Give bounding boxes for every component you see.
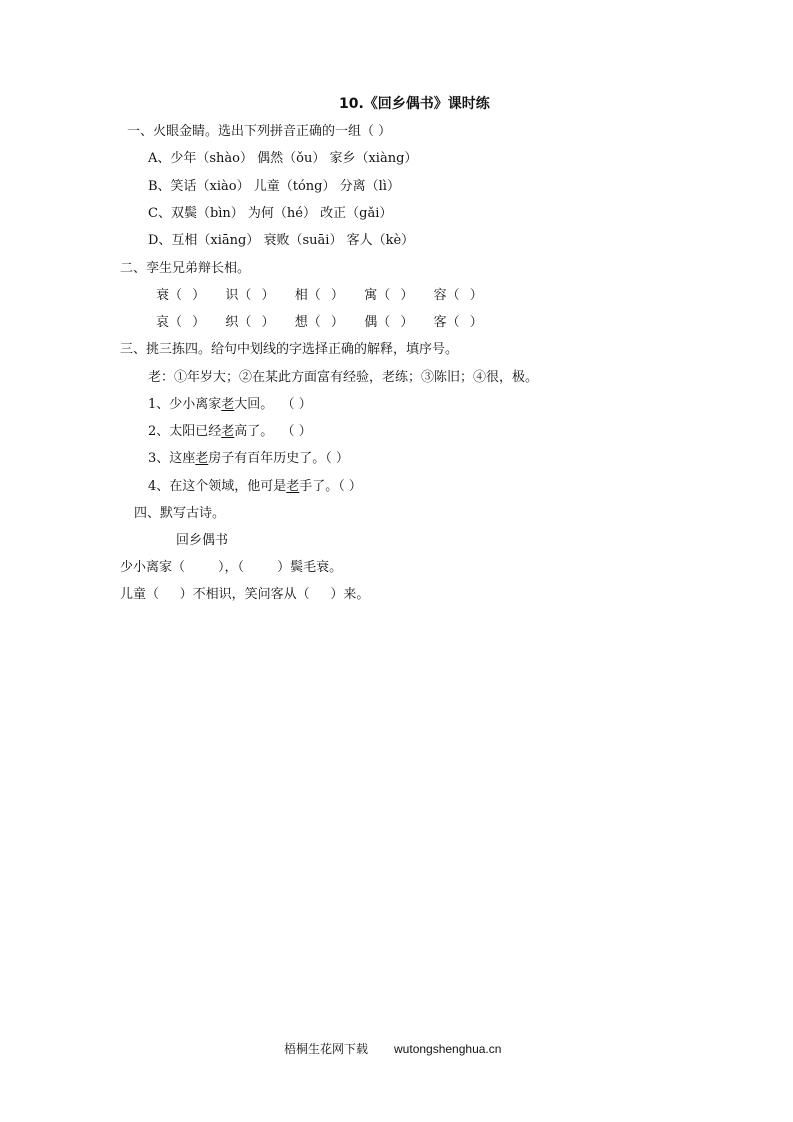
q3-item-4 bbox=[148, 479, 362, 495]
q1-option-a: A、少年（shào） 偶然（ǒu） 家乡（xiàng） bbox=[148, 151, 418, 166]
underlined-char: 老 bbox=[286, 479, 300, 494]
item-text: 房子有百年历史了。（ ） bbox=[208, 451, 349, 466]
underlined-char: 老 bbox=[221, 397, 235, 412]
underlined-char: 老 bbox=[195, 451, 209, 466]
q1-option-b: B、笑话（xiào） 儿童（tóng） 分离（lì） bbox=[148, 179, 400, 194]
item-text: 2、太阳已经 bbox=[148, 424, 222, 439]
q3-heading: 三、挑三拣四。给句中划线的字选择正确的解释，填序号。 bbox=[120, 342, 459, 357]
item-text: 1、少小离家 bbox=[148, 397, 222, 412]
item-text: 3、这座 bbox=[148, 451, 196, 466]
item-text: 高了。 （ ） bbox=[234, 424, 312, 439]
q3-item-2 bbox=[148, 424, 312, 440]
poem-title: 回乡偶书 bbox=[176, 533, 229, 548]
q4-heading: 四、默写古诗。 bbox=[134, 506, 226, 521]
q1-heading: 一、火眼金睛。选出下列拼音正确的一组（ ） bbox=[127, 124, 392, 139]
underlined-char: 老 bbox=[221, 424, 235, 439]
item-text: 手了。（ ） bbox=[299, 479, 362, 494]
item-text: 4、在这个领域，他可是 bbox=[148, 479, 287, 494]
footer bbox=[284, 1041, 501, 1057]
q3-item-1 bbox=[148, 397, 312, 413]
poem-line-1: 少小离家（ ），（ ）鬓毛衰。 bbox=[120, 560, 343, 575]
q3-item-3 bbox=[148, 451, 349, 467]
poem-line-2: 儿童（ ）不相识，笑问客从（ ）来。 bbox=[120, 587, 370, 602]
q2-row2: 哀（ ） 织（ ） 想（ ） 偶（ ） 客（ ） bbox=[156, 315, 483, 330]
q3-definitions: 老：①年岁大；②在某此方面富有经验，老练；③陈旧；④很，极。 bbox=[148, 370, 539, 385]
item-text: 大回。 （ ） bbox=[234, 397, 312, 412]
footer-site-name: 梧桐生花网下载 bbox=[284, 1042, 369, 1056]
page-title: 10.《回乡偶书》课时练 bbox=[339, 96, 490, 112]
q1-option-d: D、互相（xiāng） 衰败（suāi） 客人（kè） bbox=[148, 233, 415, 248]
footer-url: wutongshenghua.cn bbox=[394, 1042, 502, 1056]
q2-heading: 二、孪生兄弟辩长相。 bbox=[120, 261, 251, 276]
q1-option-c: C、双鬓（bìn） 为何（hé） 改正（gǎi） bbox=[148, 206, 393, 221]
q2-row1: 衰（ ） 识（ ） 相（ ） 寓（ ） 容（ ） bbox=[156, 288, 483, 303]
